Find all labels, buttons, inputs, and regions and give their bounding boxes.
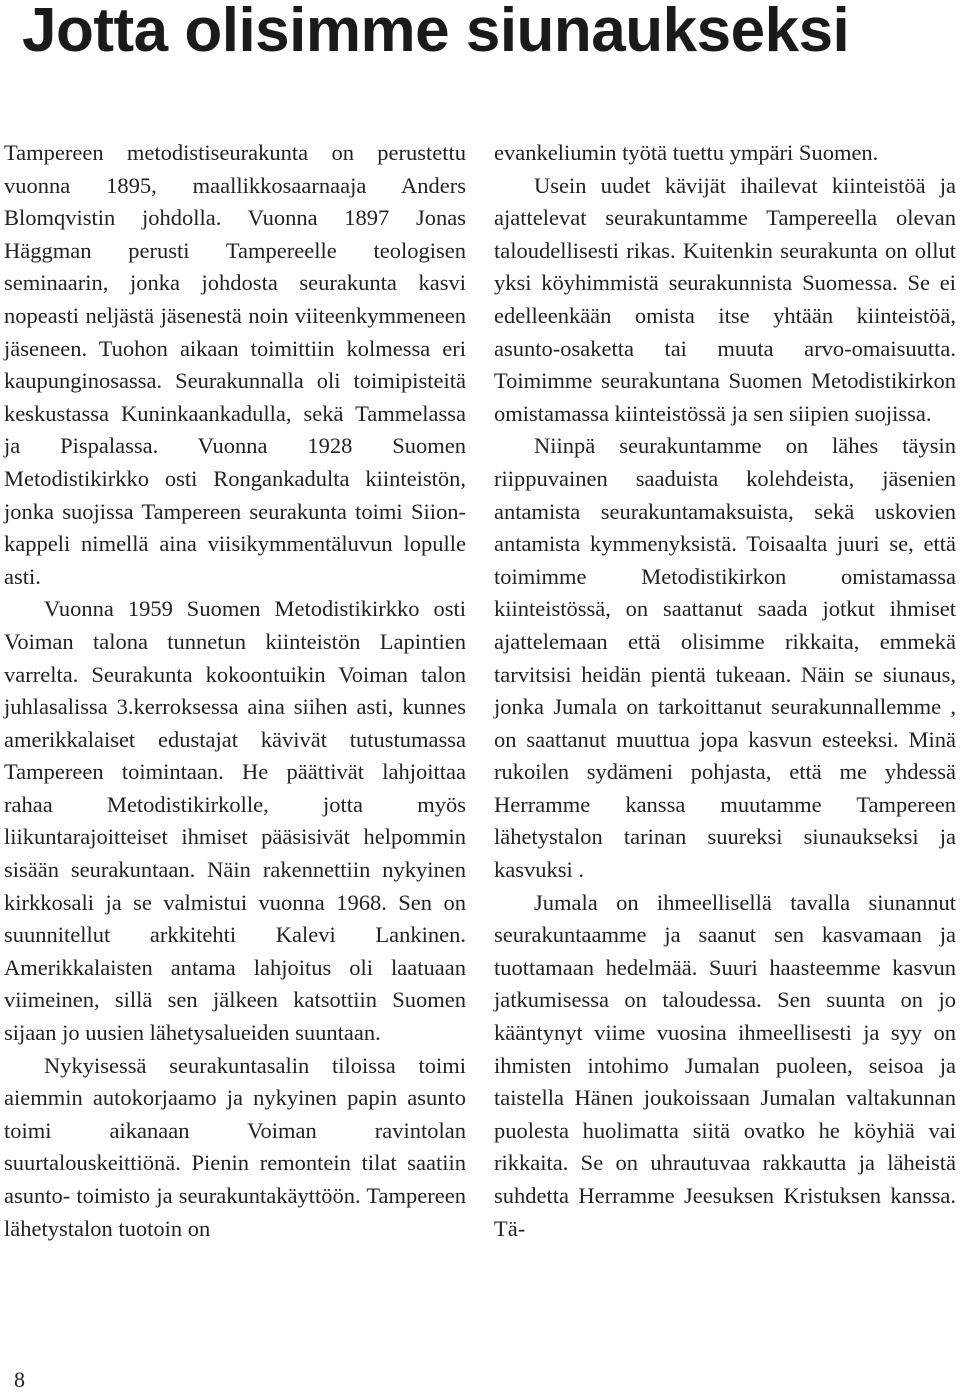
paragraph: Niinpä seurakuntamme on lähes täysin riippuvainen saaduista kolehdeista, jäsenien antamista seurakuntamaksuista, sekä uskovien antamista kymmenyksistä. Toisaalta juuri se, että toimimme Metodistikirkon omistamassa kiinteistössä, on saattanut saada jotkut ihmiset ajattelemaan että olisimme rikkaita, emmekä tarvitsisi heidän pientä tukeaan. Näin se siunaus, jonka Jumala on tarkoittanut seurakunnallemme , on saattanut muuttua jopa kasvun esteeksi. Minä rukoilen sydämeni pohjasta, että me yhdessä Herramme kanssa muutamme Tampereen lähetystalon tarinan suureksi siunaukseksi ja kasvuksi . xyxy=(494,433,956,883)
paragraph: Tampereen metodistiseurakunta on perustettu vuonna 1895, maallikkosaarnaaja Anders Blomqvistin johdolla. Vuonna 1897 Jonas Häggman perusti Tampereelle teologisen seminaarin, jonka johdosta seurakunta kasvi nopeasti neljästä jäsenestä noin viiteenkymmeneen jäseneen. Tuohon aikaan toimittiin kolmessa eri kaupunginosassa. Seurakunnalla oli toimipisteitä keskustassa Kuninkaankadulla, sekä Tammelassa ja Pispalassa. Vuonna 1928 Suomen Metodistikirkko osti Rongankadulta kiinteistön, jonka suojissa Tampereen seurakunta toimi Siion-kappeli nimellä aina viisikymmentäluvun lopulle asti. xyxy=(4,140,466,589)
paragraph: Usein uudet kävijät ihailevat kiinteistöä ja ajattelevat seurakuntamme Tampereella olevan taloudellisesti rikas. Kuitenkin seurakunta on ollut yksi köyhimmistä seurakunnista Suomessa. Se ei edelleenkään omista itse yhtään kiinteistöä, asunto-osaketta tai muuta arvo-omaisuutta. Toimimme seurakuntana Suomen Metodistikirkon omistamassa kiinteistössä ja sen siipien suojissa. xyxy=(494,172,956,426)
right-column xyxy=(494,137,956,1245)
page-number: 8 xyxy=(14,1367,25,1392)
paragraph: evankeliumin työtä tuettu ympäri Suomen. xyxy=(494,140,879,165)
paragraph: Nykyisessä seurakuntasalin tiloissa toimi aiemmin autokorjaamo ja nykyinen papin asunto toimi aikanaan Voiman ravintolan suurtalouskeittiönä. Pienin remontein tilat saatiin asunto- toimisto ja seurakuntakäyttöön. Tampereen lähetystalon tuotoin on xyxy=(4,1052,466,1241)
page-title: Jotta olisimme siunaukseksi xyxy=(22,0,850,65)
paragraph: Jumala on ihmeellisellä tavalla siunannut seurakuntaamme ja saanut sen kasvamaan ja tuottamaan hedelmää. Suuri haasteemme kasvun jatkumisessa on taloudessa. Sen suunta on jo kääntynyt viime vuosina ihmeellisesti ja syy on ihmisten intohimo Jumalan puoleen, seisoa ja taistella Hänen joukoissaan Jumalan valtakunnan puolesta huolimatta siitä ovatko he köyhiä vai rikkaita. Se on uhrautuvaa rakkautta ja läheistä suhdetta Herramme Jeesuksen Kristuksen kanssa. Tä- xyxy=(494,889,956,1241)
left-column xyxy=(4,137,466,1245)
paragraph: Vuonna 1959 Suomen Metodistikirkko osti Voiman talona tunnetun kiinteistön Lapintien varrelta. Seurakunta kokoontuikin Voiman talon juhlasalissa 3.kerroksessa aina siihen asti, kunnes amerikkalaiset edustajat kävivät tutustumassa Tampereen toimintaan. He päättivät lahjoittaa rahaa Metodistikirkolle, jotta myös liikuntarajoitteiset ihmiset pääsisivät helpommin sisään seurakuntaan. Näin rakennettiin nykyinen kirkkosali ja se valmistui vuonna 1968. Sen on suunnitellut arkkitehti Kalevi Lankinen. Amerikkalaisten antama lahjoitus oli laatuaan viimeinen, sillä sen jälkeen katsottiin Suomen sijaan jo uusien lähetysalueiden suuntaan. xyxy=(4,596,466,1046)
